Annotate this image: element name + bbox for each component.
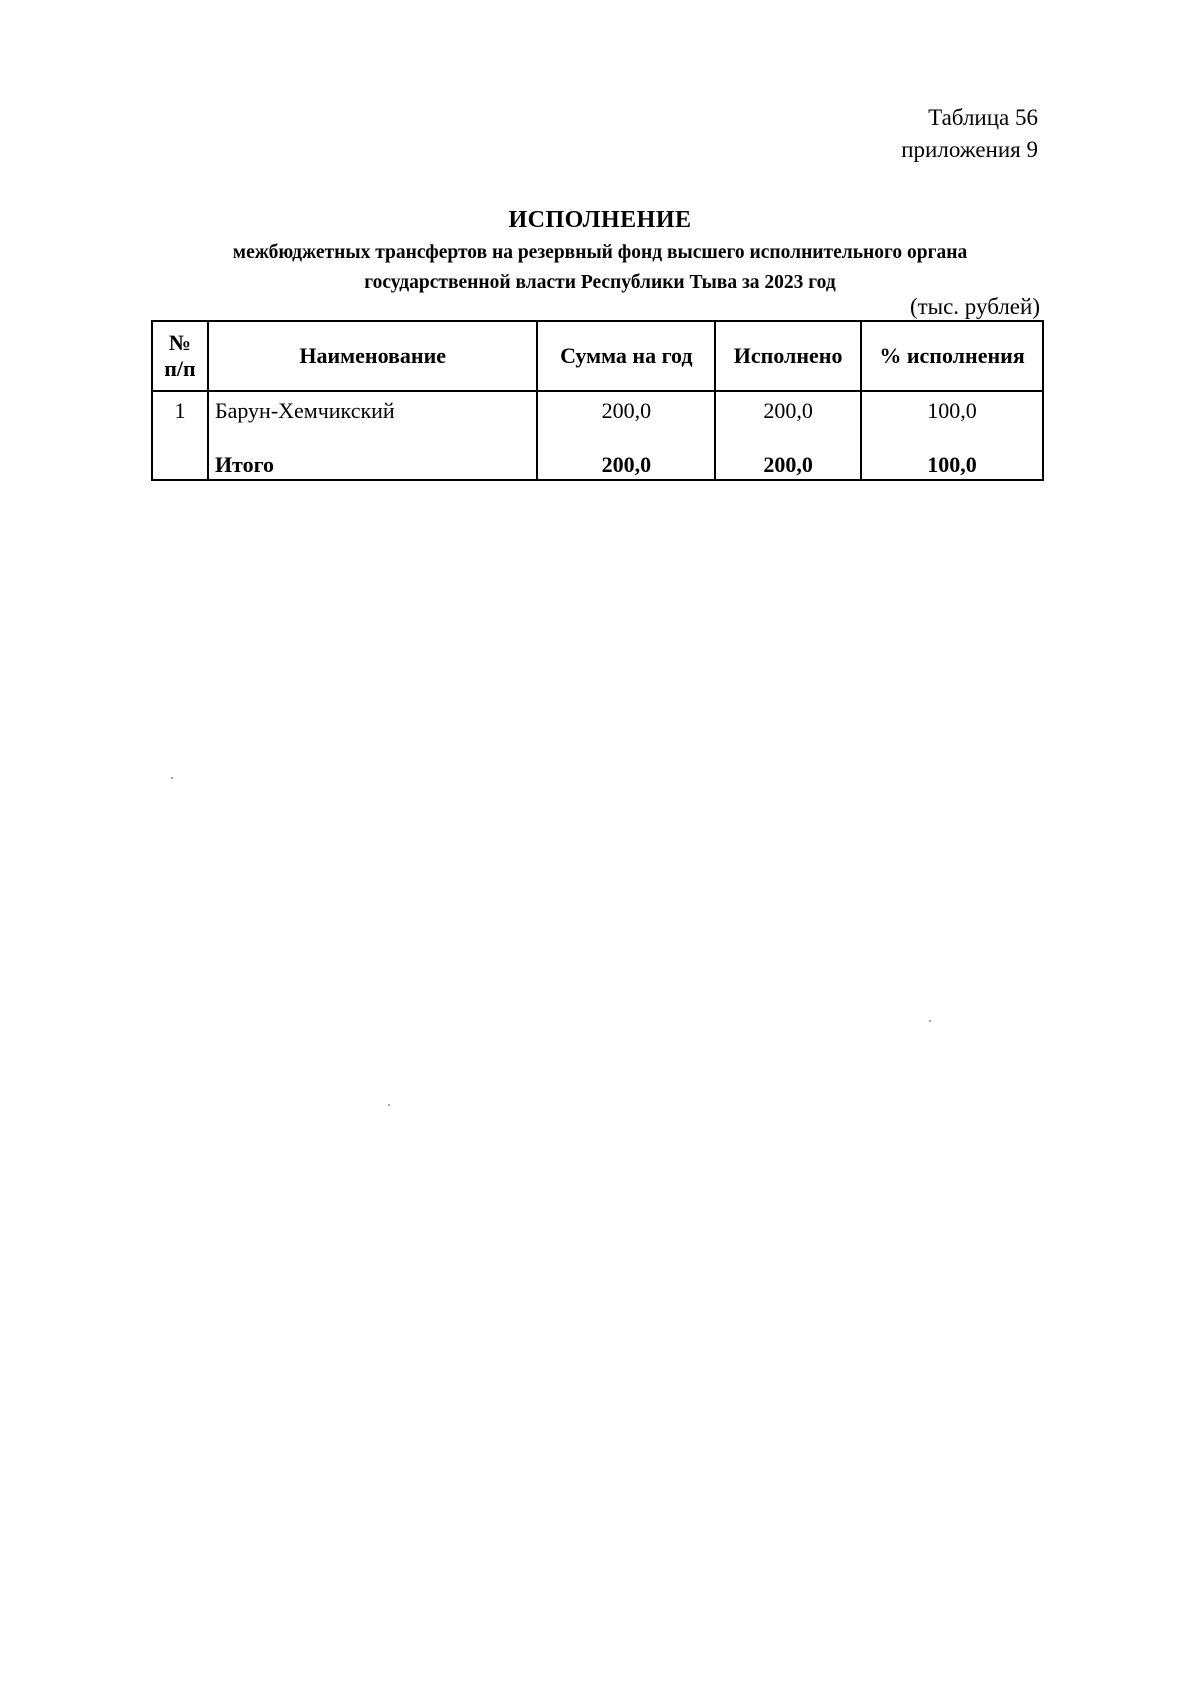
scan-speck (171, 777, 173, 779)
total-annual-amount: 200,0 (537, 434, 715, 480)
header-executed: Исполнено (715, 321, 861, 391)
total-label: Итого (208, 434, 538, 480)
header-annual-amount: Сумма на год (537, 321, 715, 391)
document-subtitle (160, 238, 1040, 298)
total-row (152, 434, 1043, 480)
appendix-label: приложения 9 (901, 137, 1038, 162)
scan-speck (929, 1020, 931, 1022)
row-executed: 200,0 (715, 391, 861, 434)
row-number: 1 (152, 391, 208, 434)
table-row (152, 391, 1043, 434)
unit-label: (тыс. рублей) (909, 294, 1040, 319)
execution-table (151, 320, 1044, 481)
total-number-cell (152, 434, 208, 480)
row-execution-percent: 100,0 (861, 391, 1043, 434)
subtitle-line-1: межбюджетных трансфертов на резервный фонд высшего исполнительного органа (232, 242, 968, 263)
header-execution-percent: % исполнения (861, 321, 1043, 391)
table-number-label: Таблица 56 (928, 105, 1038, 130)
table-reference (901, 102, 1038, 166)
row-annual-amount: 200,0 (537, 391, 715, 434)
header-name: Наименование (208, 321, 538, 391)
document-title: ИСПОЛНЕНИЕ (508, 207, 692, 233)
row-name: Барун-Хемчикский (208, 391, 538, 434)
header-number: № п/п (152, 321, 208, 391)
table-header-row (152, 321, 1043, 391)
total-execution-percent: 100,0 (861, 434, 1043, 480)
scan-speck (388, 1104, 390, 1106)
total-executed: 200,0 (715, 434, 861, 480)
subtitle-line-2: государственной власти Республики Тыва за 2023 год (364, 272, 836, 293)
